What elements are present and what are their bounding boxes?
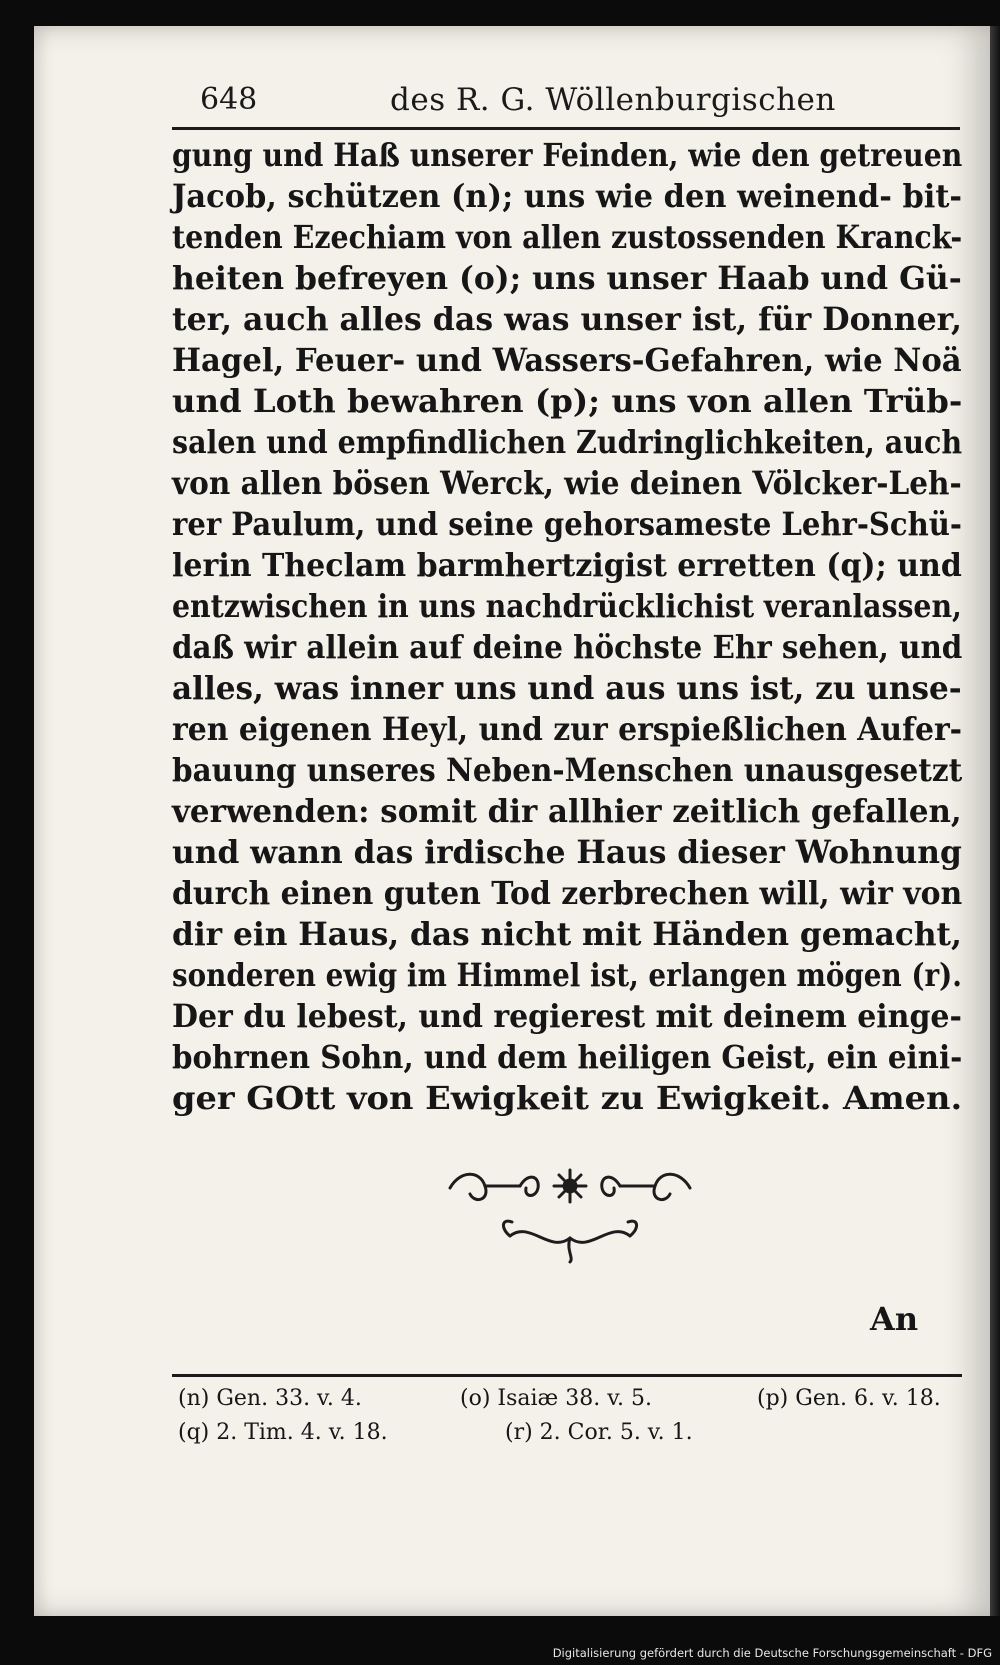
text-line: und wann das irdische Haus dieser Wohnung xyxy=(172,834,962,871)
text-line: lerin Theclam barmhertzigist erretten (q); und xyxy=(172,547,962,584)
body-text xyxy=(172,135,962,1119)
footnote-p: (p) Gen. 6. v. 18. xyxy=(757,1386,941,1411)
text-line: Der du lebest, und regierest mit deinem einge- xyxy=(172,998,962,1035)
footnotes xyxy=(178,1382,968,1450)
text-line: heiten befreyen (o); uns unser Haab und Gü- xyxy=(172,260,962,297)
text-line: daß wir allein auf deine höchste Ehr sehen, und xyxy=(172,629,963,666)
page-header xyxy=(170,80,960,128)
text-line: salen und empfindlichen Zudringlichkeiten, auch xyxy=(172,424,963,461)
footnote-row xyxy=(178,1382,968,1416)
header-rule xyxy=(172,127,960,130)
text-line: ger GOtt von Ewigkeit zu Ewigkeit. Amen. xyxy=(172,1080,963,1117)
text-line: dir ein Haus, das nicht mit Händen gemacht, xyxy=(172,916,962,953)
page-number: 648 xyxy=(200,82,258,117)
running-title: des R. G. Wöllenburgischen xyxy=(390,82,836,118)
text-line: Hagel, Feuer- und Wassers-Gefahren, wie Noä xyxy=(172,342,962,379)
footnote-row xyxy=(178,1416,968,1450)
text-line: bohrnen Sohn, und dem heiligen Geist, ein eini- xyxy=(172,1039,963,1076)
catchword: An xyxy=(870,1300,919,1338)
text-line: tenden Ezechiam von allen zustossenden Kranck- xyxy=(172,219,963,256)
text-line: ter, auch alles das was unser ist, für Donner, xyxy=(172,301,963,338)
text-line: gung und Haß unserer Feinden, wie den getreuen xyxy=(172,137,963,174)
text-line: rer Paulum, und seine gehorsameste Lehr-Schü- xyxy=(172,506,962,543)
footnote-q: (q) 2. Tim. 4. v. 18. xyxy=(178,1420,388,1445)
text-line: sonderen ewig im Himmel ist, erlangen mögen (r). xyxy=(172,957,962,994)
text-line: alles, was inner uns und aus uns ist, zu unse- xyxy=(172,670,962,707)
text-line: von allen bösen Werck, wie deinen Völcker-Leh- xyxy=(172,465,962,502)
text-line: entzwischen in uns nachdrücklichist veranlassen, xyxy=(172,588,962,625)
digitization-credit: Digitalisierung gefördert durch die Deutsche Forschungsgemeinschaft - DFG xyxy=(552,1646,992,1660)
text-line: bauung unseres Neben-Menschen unausgesetzt xyxy=(172,752,963,789)
text-line: Jacob, schützen (n); uns wie den weinend- bit- xyxy=(172,178,963,215)
text-line: ren eigenen Heyl, und zur erspießlichen Aufer- xyxy=(172,711,963,748)
text-line: verwenden: somit dir allhier zeitlich gefallen, xyxy=(172,793,962,830)
book-edge xyxy=(990,26,1000,1616)
text-line: und Loth bewahren (p); uns von allen Trüb- xyxy=(172,383,963,420)
footnote-rule xyxy=(172,1374,962,1377)
floral-vignette-icon xyxy=(440,1158,700,1268)
footnote-n: (n) Gen. 33. v. 4. xyxy=(178,1386,362,1411)
text-line: durch einen guten Tod zerbrechen will, wir von xyxy=(172,875,963,912)
footnote-o: (o) Isaiæ 38. v. 5. xyxy=(460,1386,652,1411)
footnote-r: (r) 2. Cor. 5. v. 1. xyxy=(505,1420,693,1445)
